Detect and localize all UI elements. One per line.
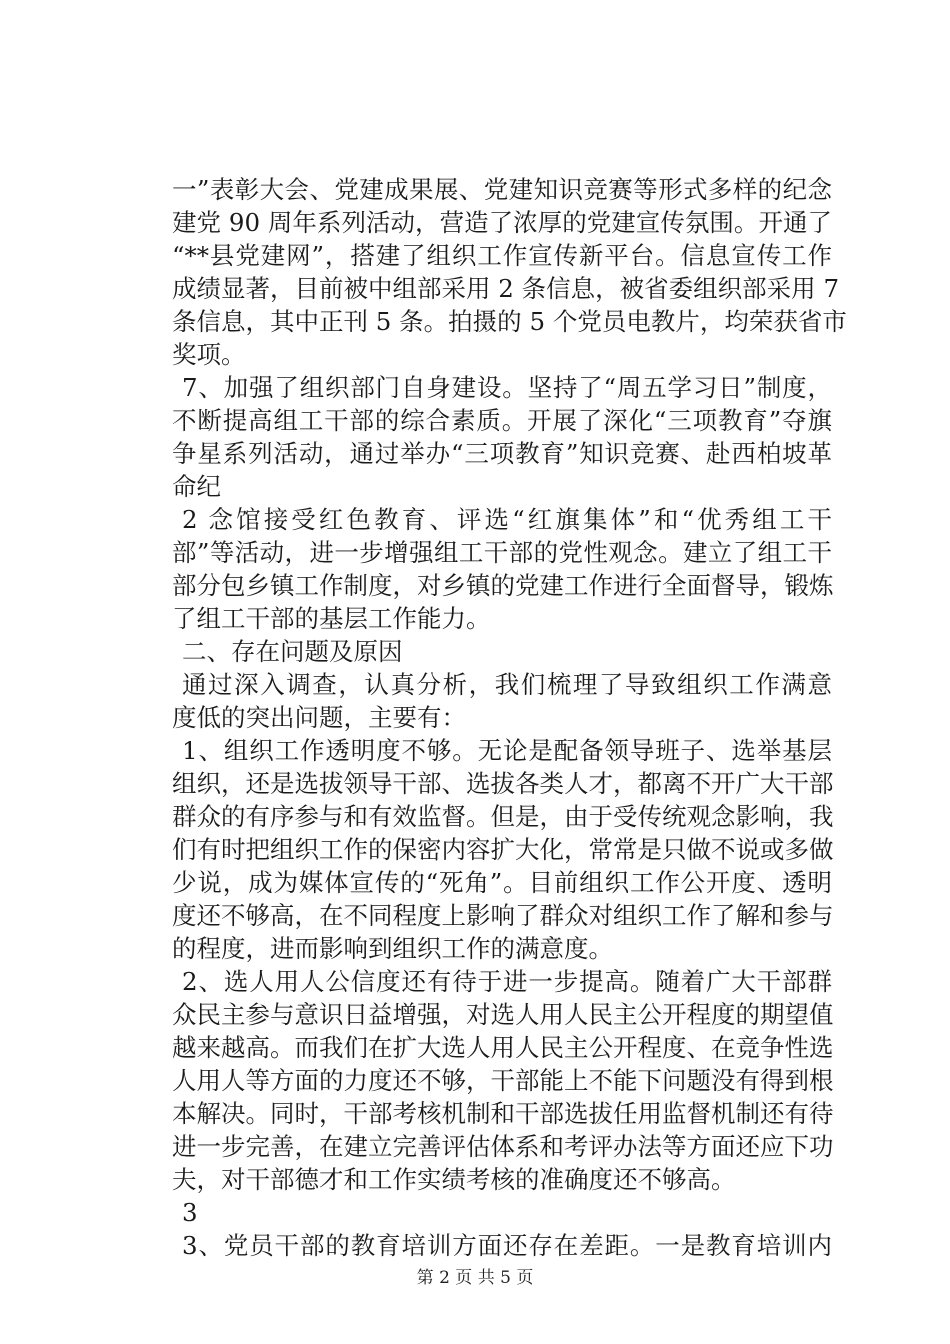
text-line: “**县党建网”，搭建了组织工作宣传新平台。信息宣传工作 xyxy=(172,241,832,270)
text-line: 人用人等方面的力度还不够，干部能上不能下问题没有得到根 xyxy=(172,1066,834,1095)
text-line: 进一步完善，在建立完善评估体系和考评办法等方面还应下功 xyxy=(172,1132,834,1161)
paragraph-start-line: 3、党员干部的教育培训方面还存在差距。一是教育培训内 xyxy=(182,1231,832,1260)
text-line: 不断提高组工干部的综合素质。开展了深化“三项教育”夺旗 xyxy=(172,406,832,435)
text-line: 奖项。 xyxy=(172,340,246,369)
page-footer: 第 2 页 共 5 页 xyxy=(416,1268,534,1288)
text-line: 度低的突出问题，主要有： xyxy=(172,703,466,732)
text-line: 成绩显著，目前被中组部采用 2 条信息，被省委组织部采用 7 xyxy=(172,274,840,303)
text-line: 了组工干部的基层工作能力。 xyxy=(172,604,491,633)
paragraph-start-line: 2 念馆接受红色教育、评选“红旗集体”和“优秀组工干 xyxy=(182,505,832,534)
text-line: 少说，成为媒体宣传的“死角”。目前组织工作公开度、透明 xyxy=(172,868,832,897)
text-line: 一”表彰大会、党建成果展、党建知识竞赛等形式多样的纪念 xyxy=(172,175,832,204)
text-line: 夫，对干部德才和工作实绩考核的准确度还不够高。 xyxy=(172,1165,736,1194)
text-line: 条信息，其中正刊 5 条。拍摄的 5 个党员电教片，均荣获省市 xyxy=(172,307,847,336)
paragraph-start-line: 2、选人用人公信度还有待于进一步提高。随着广大干部群 xyxy=(182,967,832,996)
text-line: 的程度，进而影响到组织工作的满意度。 xyxy=(172,934,613,963)
text-line: 争星系列活动，通过举办“三项教育”知识竞赛、赴西柏坡革 xyxy=(172,439,832,468)
text-line: 众民主参与意识日益增强，对选人用人民主公开程度的期望值 xyxy=(172,1000,834,1029)
text-line: 们有时把组织工作的保密内容扩大化，常常是只做不说或多做 xyxy=(172,835,834,864)
paragraph-start-line: 1、组织工作透明度不够。无论是配备领导班子、选举基层 xyxy=(182,736,832,765)
text-line: 组织，还是选拔领导干部、选拔各类人才，都离不开广大干部 xyxy=(172,769,834,798)
text-line: 群众的有序参与和有效监督。但是，由于受传统观念影响，我 xyxy=(172,802,834,831)
text-line: 命纪 xyxy=(172,472,221,501)
text-line: 度还不够高，在不同程度上影响了群众对组织工作了解和参与 xyxy=(172,901,834,930)
section-heading: 二、存在问题及原因 xyxy=(182,637,403,666)
text-line: 建党 90 周年系列活动，营造了浓厚的党建宣传氛围。开通了 xyxy=(172,208,832,237)
page-marker: 3 xyxy=(182,1198,198,1227)
text-line: 本解决。同时，干部考核机制和干部选拔任用监督机制还有待 xyxy=(172,1099,834,1128)
text-line: 部”等活动，进一步增强组工干部的党性观念。建立了组工干 xyxy=(172,538,832,567)
text-line: 部分包乡镇工作制度，对乡镇的党建工作进行全面督导，锻炼 xyxy=(172,571,834,600)
text-line: 越来越高。而我们在扩大选人用人民主公开程度、在竞争性选 xyxy=(172,1033,834,1062)
paragraph-start-line: 7、加强了组织部门自身建设。坚持了“周五学习日”制度， xyxy=(182,373,832,402)
paragraph-start-line: 通过深入调查，认真分析，我们梳理了导致组织工作满意 xyxy=(182,670,832,699)
